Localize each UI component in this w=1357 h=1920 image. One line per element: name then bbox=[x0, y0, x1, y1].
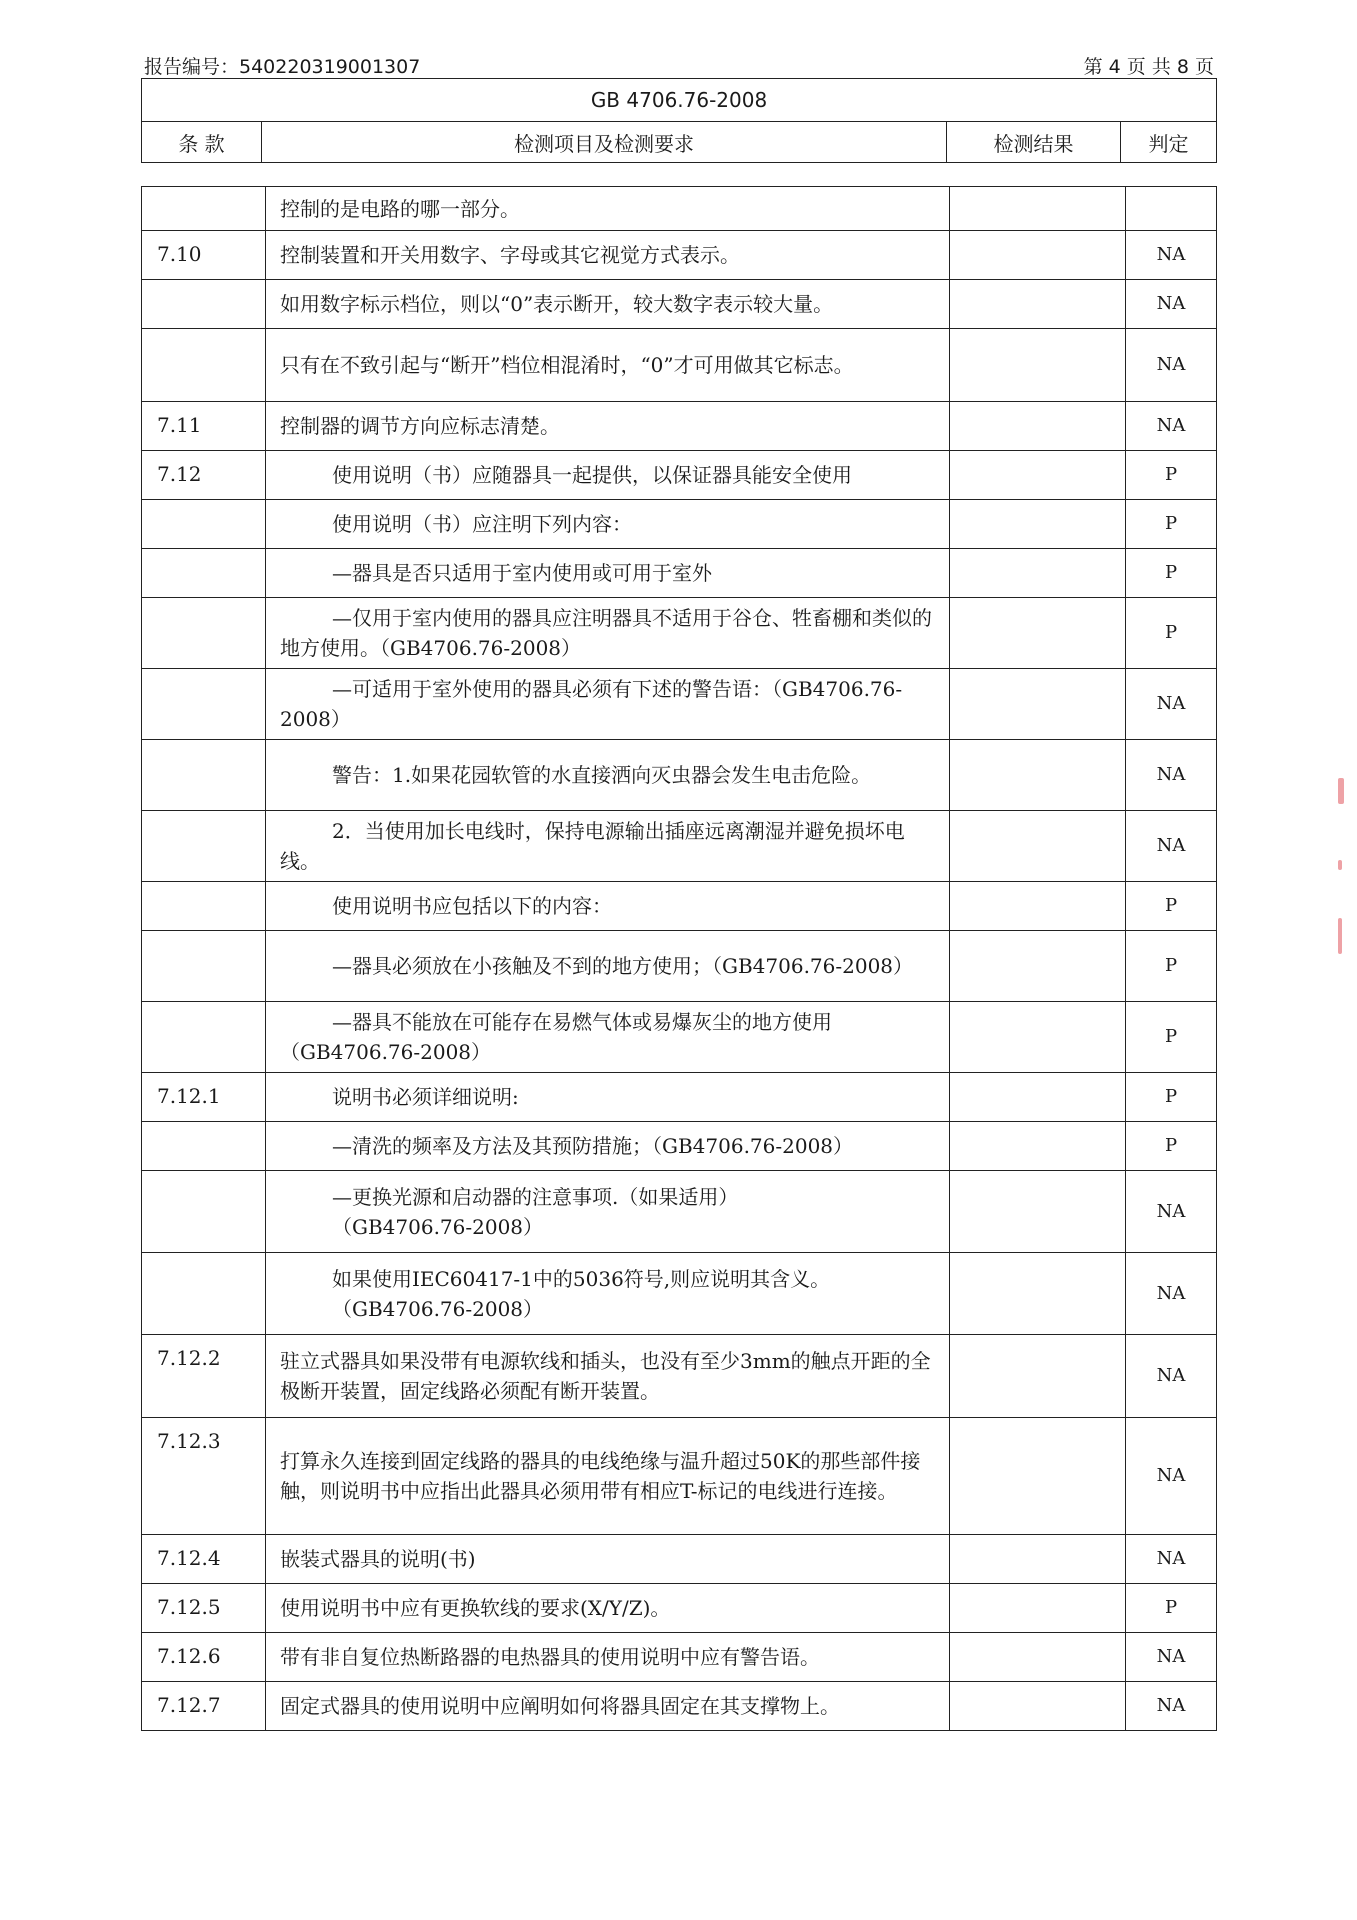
clause-cell bbox=[142, 931, 266, 1002]
table-row bbox=[142, 549, 1217, 598]
verdict-cell: P bbox=[1126, 500, 1217, 549]
result-cell bbox=[950, 669, 1126, 740]
clause-cell bbox=[142, 598, 266, 669]
column-header-result: 检测结果 bbox=[947, 122, 1121, 163]
requirement-text: 2．当使用加长电线时，保持电源输出插座远离潮湿并避免损坏电线。 bbox=[280, 819, 905, 873]
table-row bbox=[142, 280, 1217, 329]
table-row bbox=[142, 669, 1217, 740]
requirement-text: —器具必须放在小孩触及不到的地方使用；（GB4706.76-2008） bbox=[332, 954, 914, 978]
clause-cell bbox=[142, 811, 266, 882]
requirement-cell bbox=[266, 187, 950, 231]
requirement-text: （GB4706.76-2008） bbox=[332, 1296, 544, 1321]
requirement-cell bbox=[266, 1253, 950, 1335]
standard-title: GB 4706.76-2008 bbox=[142, 79, 1217, 122]
requirement-cell bbox=[266, 500, 950, 549]
requirement-cell bbox=[266, 1073, 950, 1122]
verdict-cell: NA bbox=[1126, 280, 1217, 329]
table-row bbox=[142, 1002, 1217, 1073]
result-cell bbox=[950, 1682, 1126, 1731]
clause-cell bbox=[142, 1171, 266, 1253]
requirement-cell bbox=[266, 231, 950, 280]
clause-cell bbox=[142, 1122, 266, 1171]
result-cell bbox=[950, 187, 1126, 231]
table-row bbox=[142, 402, 1217, 451]
requirement-text: 控制器的调节方向应标志清楚。 bbox=[280, 414, 560, 438]
requirement-text: —可适用于室外使用的器具必须有下述的警告语：（GB4706.76-2008） bbox=[280, 677, 903, 731]
verdict-cell: P bbox=[1126, 598, 1217, 669]
verdict-cell: NA bbox=[1126, 329, 1217, 402]
result-cell bbox=[950, 1418, 1126, 1535]
report-number: 报告编号：540220319001307 bbox=[144, 56, 421, 78]
verdict-cell: NA bbox=[1126, 1335, 1217, 1418]
requirement-text: 使用说明书应包括以下的内容： bbox=[332, 894, 612, 918]
requirement-cell bbox=[266, 882, 950, 931]
clause-cell bbox=[142, 740, 266, 811]
result-cell bbox=[950, 1584, 1126, 1633]
requirement-cell bbox=[266, 549, 950, 598]
clause-cell: 7.12.1 bbox=[142, 1073, 266, 1122]
result-cell bbox=[950, 1253, 1126, 1335]
table-row bbox=[142, 500, 1217, 549]
clause-cell: 7.12.4 bbox=[142, 1535, 266, 1584]
clause-cell: 7.12.6 bbox=[142, 1633, 266, 1682]
clause-cell: 7.12.5 bbox=[142, 1584, 266, 1633]
verdict-cell: P bbox=[1126, 549, 1217, 598]
verdict-cell: NA bbox=[1126, 402, 1217, 451]
requirement-cell bbox=[266, 1584, 950, 1633]
result-cell bbox=[950, 740, 1126, 811]
table-row bbox=[142, 1335, 1217, 1418]
requirement-cell bbox=[266, 669, 950, 740]
table-row bbox=[142, 1633, 1217, 1682]
table-row bbox=[142, 187, 1217, 231]
clause-cell bbox=[142, 280, 266, 329]
clause-cell bbox=[142, 549, 266, 598]
result-cell bbox=[950, 1535, 1126, 1584]
table-row bbox=[142, 1171, 1217, 1253]
table-row bbox=[142, 811, 1217, 882]
verdict-cell bbox=[1126, 187, 1217, 231]
requirement-text: 打算永久连接到固定线路的器具的电线绝缘与温升超过50K的那些部件接触，则说明书中应指出此器具必须用带有相应T-标记的电线进行连接。 bbox=[280, 1449, 921, 1503]
requirement-cell bbox=[266, 931, 950, 1002]
result-cell bbox=[950, 598, 1126, 669]
verdict-cell: P bbox=[1126, 1122, 1217, 1171]
requirement-text: 控制装置和开关用数字、字母或其它视觉方式表示。 bbox=[280, 243, 740, 267]
result-cell bbox=[950, 931, 1126, 1002]
result-cell bbox=[950, 811, 1126, 882]
requirement-cell bbox=[266, 451, 950, 500]
table-row bbox=[142, 740, 1217, 811]
verdict-cell: NA bbox=[1126, 1682, 1217, 1731]
result-cell bbox=[950, 1002, 1126, 1073]
clause-cell bbox=[142, 1002, 266, 1073]
result-cell bbox=[950, 1073, 1126, 1122]
requirement-text: 只有在不致引起与“断开”档位相混淆时，“0”才可用做其它标志。 bbox=[280, 353, 854, 377]
verdict-cell: P bbox=[1126, 1584, 1217, 1633]
table-row bbox=[142, 1253, 1217, 1335]
clause-cell: 7.12.3 bbox=[142, 1418, 266, 1535]
verdict-cell: NA bbox=[1126, 1535, 1217, 1584]
requirement-text: —器具不能放在可能存在易燃气体或易爆灰尘的地方使用（GB4706.76-2008） bbox=[280, 1010, 832, 1064]
column-header-requirement: 检测项目及检测要求 bbox=[262, 122, 947, 163]
result-cell bbox=[950, 1633, 1126, 1682]
table-row bbox=[142, 1535, 1217, 1584]
requirement-text: （GB4706.76-2008） bbox=[332, 1214, 544, 1239]
requirement-text: 使用说明（书）应随器具一起提供，以保证器具能安全使用 bbox=[332, 463, 852, 487]
result-cell bbox=[950, 280, 1126, 329]
requirement-cell bbox=[266, 1171, 950, 1253]
verdict-cell: NA bbox=[1126, 811, 1217, 882]
requirement-cell bbox=[266, 1335, 950, 1418]
result-cell bbox=[950, 549, 1126, 598]
requirement-cell bbox=[266, 1418, 950, 1535]
table-row bbox=[142, 1418, 1217, 1535]
requirement-cell bbox=[266, 1535, 950, 1584]
requirement-text: 驻立式器具如果没带有电源软线和插头，也没有至少3mm的触点开距的全极断开装置，固定线路必须配有断开装置。 bbox=[280, 1349, 931, 1403]
table-row bbox=[142, 598, 1217, 669]
report-header-line bbox=[144, 52, 1214, 78]
clause-cell: 7.11 bbox=[142, 402, 266, 451]
requirement-text: 说明书必须详细说明: bbox=[332, 1085, 519, 1109]
requirement-text: —更换光源和启动器的注意事项.（如果适用） bbox=[332, 1184, 739, 1209]
table-row bbox=[142, 451, 1217, 500]
page-number: 第 4 页 共 8 页 bbox=[1083, 56, 1214, 78]
requirement-text: 使用说明（书）应注明下列内容： bbox=[332, 512, 632, 536]
header-table bbox=[141, 78, 1217, 163]
requirement-cell bbox=[266, 1682, 950, 1731]
verdict-cell: NA bbox=[1126, 1633, 1217, 1682]
result-cell bbox=[950, 882, 1126, 931]
requirement-text: —仅用于室内使用的器具应注明器具不适用于谷仓、牲畜棚和类似的地方使用。（GB4706.76-2008） bbox=[280, 606, 932, 660]
clause-cell bbox=[142, 1253, 266, 1335]
requirement-text: 控制的是电路的哪一部分。 bbox=[280, 196, 520, 221]
table-row bbox=[142, 931, 1217, 1002]
table-row bbox=[142, 1073, 1217, 1122]
clause-cell bbox=[142, 882, 266, 931]
clause-cell: 7.12 bbox=[142, 451, 266, 500]
table-row bbox=[142, 1682, 1217, 1731]
verdict-cell: P bbox=[1126, 451, 1217, 500]
column-header-verdict: 判定 bbox=[1121, 122, 1217, 163]
result-cell bbox=[950, 451, 1126, 500]
requirement-text: 如用数字标示档位，则以“0”表示断开，较大数字表示较大量。 bbox=[280, 292, 834, 316]
requirement-cell bbox=[266, 329, 950, 402]
clause-cell bbox=[142, 187, 266, 231]
requirement-cell bbox=[266, 1122, 950, 1171]
verdict-cell: P bbox=[1126, 1073, 1217, 1122]
clause-cell: 7.10 bbox=[142, 231, 266, 280]
requirement-cell bbox=[266, 811, 950, 882]
verdict-cell: P bbox=[1126, 882, 1217, 931]
table-row bbox=[142, 1584, 1217, 1633]
requirements-table bbox=[141, 186, 1217, 1731]
verdict-cell: NA bbox=[1126, 740, 1217, 811]
table-row bbox=[142, 1122, 1217, 1171]
requirement-text: 如果使用IEC60417-1中的5036符号,则应说明其含义。 bbox=[332, 1266, 831, 1291]
requirement-cell bbox=[266, 740, 950, 811]
verdict-cell: NA bbox=[1126, 669, 1217, 740]
requirement-cell bbox=[266, 1633, 950, 1682]
verdict-cell: NA bbox=[1126, 1253, 1217, 1335]
result-cell bbox=[950, 329, 1126, 402]
verdict-cell: P bbox=[1126, 1002, 1217, 1073]
requirement-cell bbox=[266, 598, 950, 669]
requirement-text: 使用说明书中应有更换软线的要求(X/Y/Z)。 bbox=[280, 1596, 671, 1620]
result-cell bbox=[950, 1122, 1126, 1171]
column-header-clause: 条 款 bbox=[142, 122, 262, 163]
seal-edge-mark bbox=[1338, 778, 1344, 804]
seal-edge-mark bbox=[1338, 918, 1342, 954]
clause-cell: 7.12.7 bbox=[142, 1682, 266, 1731]
clause-cell bbox=[142, 669, 266, 740]
requirement-text: 带有非自复位热断路器的电热器具的使用说明中应有警告语。 bbox=[280, 1645, 820, 1669]
verdict-cell: NA bbox=[1126, 1171, 1217, 1253]
clause-cell bbox=[142, 500, 266, 549]
verdict-cell: NA bbox=[1126, 1418, 1217, 1535]
verdict-cell: NA bbox=[1126, 231, 1217, 280]
clause-cell: 7.12.2 bbox=[142, 1335, 266, 1418]
result-cell bbox=[950, 1171, 1126, 1253]
requirement-text: 固定式器具的使用说明中应阐明如何将器具固定在其支撑物上。 bbox=[280, 1694, 840, 1718]
result-cell bbox=[950, 231, 1126, 280]
result-cell bbox=[950, 402, 1126, 451]
result-cell bbox=[950, 500, 1126, 549]
requirement-text: —清洗的频率及方法及其预防措施；（GB4706.76-2008） bbox=[332, 1134, 854, 1158]
requirement-text: —器具是否只适用于室内使用或可用于室外 bbox=[332, 561, 712, 585]
table-row bbox=[142, 882, 1217, 931]
table-row bbox=[142, 329, 1217, 402]
requirement-text: 嵌装式器具的说明(书) bbox=[280, 1547, 476, 1571]
requirement-cell bbox=[266, 1002, 950, 1073]
requirement-cell bbox=[266, 280, 950, 329]
result-cell bbox=[950, 1335, 1126, 1418]
seal-edge-mark bbox=[1338, 860, 1342, 870]
requirement-text: 警告：1.如果花园软管的水直接洒向灭虫器会发生电击危险。 bbox=[332, 763, 872, 787]
requirement-cell bbox=[266, 402, 950, 451]
verdict-cell: P bbox=[1126, 931, 1217, 1002]
table-row bbox=[142, 231, 1217, 280]
clause-cell bbox=[142, 329, 266, 402]
